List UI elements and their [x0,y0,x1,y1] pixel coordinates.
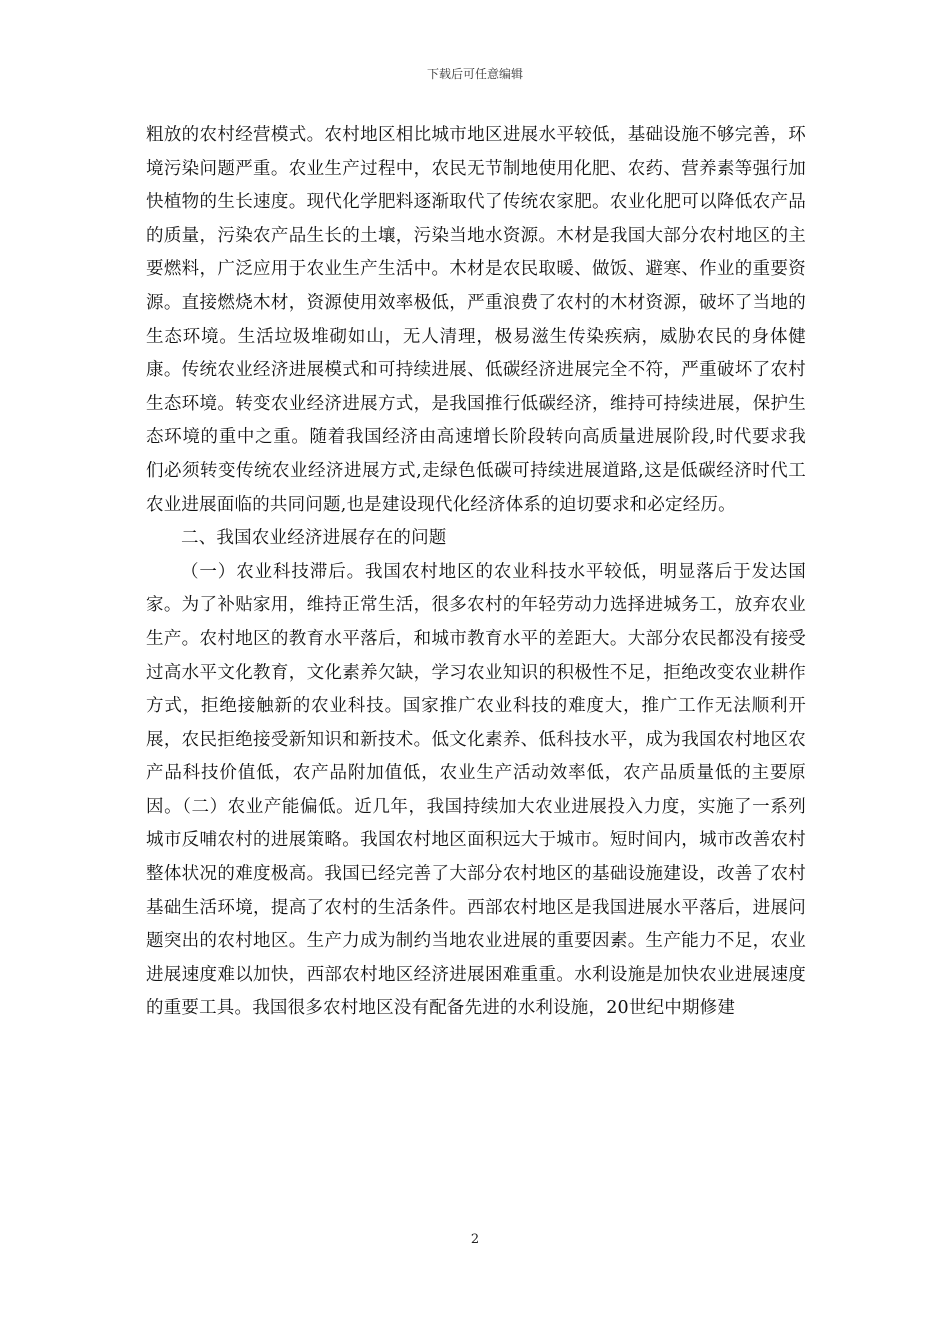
page-header: 下载后可任意编辑 [426,67,523,81]
section-heading: 二、我国农业经济进展存在的问题 [181,528,447,549]
paragraph-agri-tech: （一）农业科技滞后。我国农村地区的农业科技水平较低，明显落后于发达国家。为了补贴家用，维持正常生活，很多农村的年轻劳动力选择进城务工，放弃农业生产。农村地区的教育水平落后，和城市教育水平的差距大。大部分农民都没有接受过高水平文化教育，文化素养欠缺，学习农业知识的积极性不足，拒绝改变农业耕作方式，拒绝接触新的农业科技。国家推广农业科技的难度大，推广工作无法顺利开展，农民拒绝接受新知识和新技术。低文化素养、低科技水平，成为我国农村地区农产品科技价值低，农产品附加值低，农业生产活动效率低，农产品质量低的主要原因。（二）农业产能偏低。近几年，我国持续加大农业进展投入力度，实施了一系列城市反哺农村的进展策略。我国农村地区面积远大于城市。短时间内，城市改善农村整体状况的难度极高。我国已经完善了大部分农村地区的基础设施建设，改善了农村基础生活环境，提高了农村的生活条件。西部农村地区是我国进展水平落后，进展问题突出的农村地区。生产力成为制约当地农业进展的重要因素。生产能力不足，农业进展速度难以加快，西部农村地区经济进展困难重重。水利设施是加快农业进展速度的重要工具。我国很多农村地区没有配备先进的水利设施，20世纪中期修建 [146,561,806,1019]
page-number: 2 [470,1232,480,1247]
paragraph-continuation: 粗放的农村经营模式。农村地区相比城市地区进展水平较低，基础设施不够完善，环境污染问题严重。农业生产过程中，农民无节制地使用化肥、农药、营养素等强行加快植物的生长速度。现代化学肥料逐渐取代了传统农家肥。农业化肥可以降低农产品的质量，污染农产品生长的土壤，污染当地水资源。木材是我国大部分农村地区的主要燃料，广泛应用于农业生产生活中。木材是农民取暖、做饭、避寒、作业的重要资源。直接燃烧木材，资源使用效率极低，严重浪费了农村的木材资源，破坏了当地的生态环境。生活垃圾堆砌如山，无人清理，极易滋生传染疾病，威胁农民的身体健康。传统农业经济进展模式和可持续进展、低碳经济进展完全不符，严重破坏了农村生态环境。转变农业经济进展方式，是我国推行低碳经济，维持可持续进展，保护生态环境的重中之重。随着我国经济由高速增长阶段转向高质量进展阶段,时代要求我们必须转变传统农业经济进展方式,走绿色低碳可持续进展道路,这是低碳经济时代工农业进展面临的共同问题,也是建设现代化经济体系的迫切要求和必定经历。 [146,125,806,515]
document-body [146,119,806,1026]
